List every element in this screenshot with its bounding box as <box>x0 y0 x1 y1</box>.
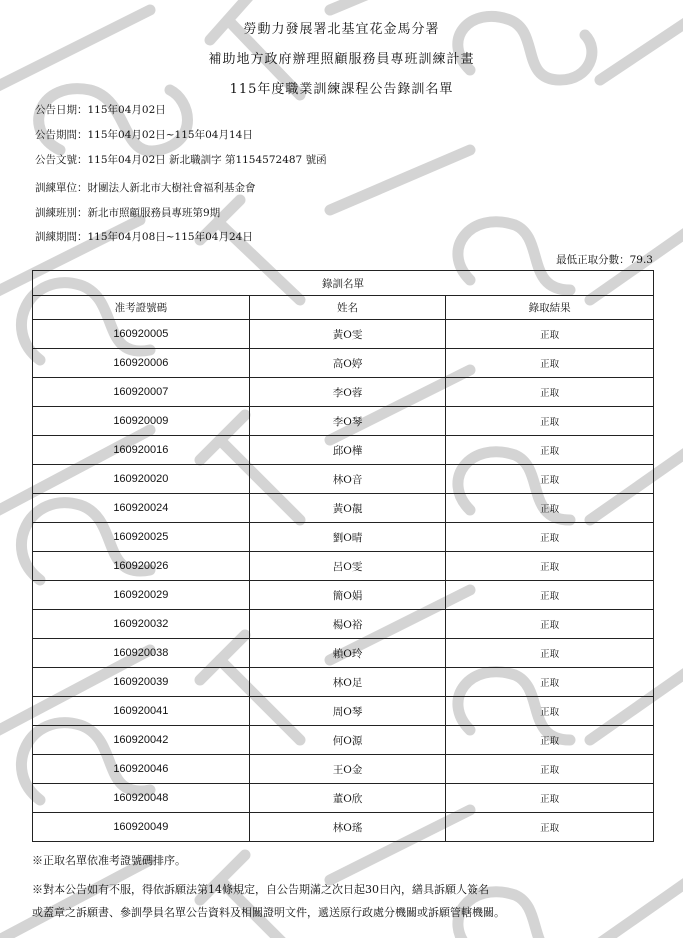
table-row <box>33 610 654 639</box>
cell-id: 160920046 <box>33 755 250 784</box>
table-row <box>33 523 654 552</box>
appeal-note-line-2: 或蓋章之訴願書、參訓學員名單公告資料及相關證明文件，遞送原行政處分機關或訴願管轄機關。 <box>32 906 505 919</box>
column-header-result: 錄取結果 <box>446 296 654 320</box>
training-period: 訓練期間：115年04月08日~115年04月24日 <box>35 231 253 243</box>
cell-id: 160920048 <box>33 784 250 813</box>
training-class: 訓練班別：新北市照顧服務員專班第9期 <box>35 207 221 219</box>
cell-name: 高O婷 <box>249 349 446 378</box>
cell-result: 正取 <box>446 668 654 697</box>
cell-id: 160920026 <box>33 552 250 581</box>
cell-result: 正取 <box>446 726 654 755</box>
cell-name: 董O欣 <box>249 784 446 813</box>
announcement-date: 公告日期：115年04月02日 <box>35 104 166 116</box>
cell-id: 160920006 <box>33 349 250 378</box>
cell-name: 賴O玲 <box>249 639 446 668</box>
cell-result: 正取 <box>446 813 654 842</box>
cell-id: 160920016 <box>33 436 250 465</box>
table-row <box>33 349 654 378</box>
announcement-period: 公告期間：115年04月02日~115年04月14日 <box>35 129 253 141</box>
cell-id: 160920041 <box>33 697 250 726</box>
cell-result: 正取 <box>446 552 654 581</box>
column-header-name: 姓名 <box>249 296 446 320</box>
column-header-id: 准考證號碼 <box>33 296 250 320</box>
table-row <box>33 552 654 581</box>
cell-id: 160920042 <box>33 726 250 755</box>
cell-name: 簡O娟 <box>249 581 446 610</box>
table-row <box>33 494 654 523</box>
appeal-note-line-1: ※對本公告如有不服，得依訴願法第14條規定，自公告期滿之次日起30日內，繕具訴願人簽名 <box>32 883 489 896</box>
cell-id: 160920049 <box>33 813 250 842</box>
announcement-doc-number: 公告文號：115年04月02日 新北職訓字 第1154572487 號函 <box>35 154 327 166</box>
table-row <box>33 378 654 407</box>
cell-result: 正取 <box>446 581 654 610</box>
cell-name: 王O金 <box>249 755 446 784</box>
table-row <box>33 581 654 610</box>
training-unit: 訓練單位：財團法人新北市大樹社會福利基金會 <box>35 182 256 194</box>
cell-id: 160920039 <box>33 668 250 697</box>
cell-id: 160920025 <box>33 523 250 552</box>
table-row <box>33 465 654 494</box>
cell-name: 林O足 <box>249 668 446 697</box>
cell-id: 160920005 <box>33 320 250 349</box>
cell-result: 正取 <box>446 697 654 726</box>
table-row <box>33 697 654 726</box>
table-row <box>33 320 654 349</box>
agency-title: 勞動力發展署北基宜花金馬分署 <box>243 22 440 37</box>
cell-name: 邱O樺 <box>249 436 446 465</box>
cell-name: 李O琴 <box>249 407 446 436</box>
cell-name: 周O琴 <box>249 697 446 726</box>
table-row <box>33 784 654 813</box>
cell-result: 正取 <box>446 639 654 668</box>
cell-name: 林O音 <box>249 465 446 494</box>
cell-name: 何O源 <box>249 726 446 755</box>
cell-result: 正取 <box>446 523 654 552</box>
announcement-title: 115年度職業訓練課程公告錄訓名單 <box>229 82 454 97</box>
cell-name: 楊O裕 <box>249 610 446 639</box>
cell-name: 黃O靚 <box>249 494 446 523</box>
cell-result: 正取 <box>446 755 654 784</box>
table-row <box>33 755 654 784</box>
cell-name: 呂O雯 <box>249 552 446 581</box>
table-row <box>33 726 654 755</box>
cell-id: 160920024 <box>33 494 250 523</box>
admission-roster-table <box>32 270 654 842</box>
cell-result: 正取 <box>446 320 654 349</box>
cell-name: 林O瑤 <box>249 813 446 842</box>
min-admission-score: 最低正取分數：79.3 <box>556 254 653 266</box>
cell-id: 160920007 <box>33 378 250 407</box>
cell-result: 正取 <box>446 465 654 494</box>
cell-id: 160920032 <box>33 610 250 639</box>
cell-result: 正取 <box>446 349 654 378</box>
cell-name: 黃O雯 <box>249 320 446 349</box>
table-row <box>33 813 654 842</box>
cell-id: 160920020 <box>33 465 250 494</box>
cell-name: 李O蓉 <box>249 378 446 407</box>
cell-result: 正取 <box>446 784 654 813</box>
cell-result: 正取 <box>446 407 654 436</box>
table-row <box>33 407 654 436</box>
cell-result: 正取 <box>446 378 654 407</box>
table-row <box>33 436 654 465</box>
cell-result: 正取 <box>446 494 654 523</box>
cell-result: 正取 <box>446 610 654 639</box>
cell-result: 正取 <box>446 436 654 465</box>
cell-id: 160920038 <box>33 639 250 668</box>
table-row <box>33 639 654 668</box>
table-caption: 錄訓名單 <box>33 271 654 296</box>
program-title: 補助地方政府辦理照顧服務員專班訓練計畫 <box>208 52 475 67</box>
cell-name: 劉O晴 <box>249 523 446 552</box>
sort-note: ※正取名單依准考證號碼排序。 <box>32 854 186 867</box>
table-row <box>33 668 654 697</box>
roster-body <box>33 320 654 842</box>
cell-id: 160920009 <box>33 407 250 436</box>
cell-id: 160920029 <box>33 581 250 610</box>
